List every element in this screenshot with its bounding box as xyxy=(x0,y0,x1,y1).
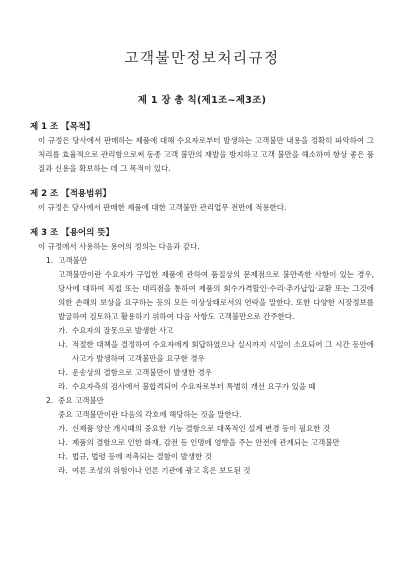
list-item xyxy=(30,338,374,366)
list-item-text: 신제품 양산 개시때의 중요한 기능 결함으로 대폭적인 설계 변경 등이 필요한 것 xyxy=(72,424,331,433)
list-item xyxy=(30,436,374,450)
list-item-text: 여론 조성의 위험이나 언론 기관에 광고 혹은 보도된 것 xyxy=(72,466,251,475)
list-item-mark: 다. xyxy=(58,452,68,461)
term-2 xyxy=(30,394,374,478)
list-item-text: 수요자측의 검사에서 불합격되어 수요자로부터 특별히 개선 요구가 있을 때 xyxy=(72,382,316,391)
list-item-text: 법규, 법령 등에 저촉되는 결함이 발생한 것 xyxy=(72,452,212,461)
term-number: 2. xyxy=(46,396,54,405)
list-item-mark: 다. xyxy=(58,368,68,377)
list-item xyxy=(30,366,374,380)
list-item-text: 운송상의 결함으로 고객불만이 발생한 경우 xyxy=(72,368,212,377)
document-title: 고객불만정보처리규정 xyxy=(124,51,280,67)
list-item xyxy=(30,464,374,478)
list-item-mark: 가. xyxy=(58,424,68,433)
list-item-mark: 라. xyxy=(58,466,68,475)
article-body: 이 규정은 당사에서 판매하는 제품에 대해 수요자로부터 발생하는 고객불만 내용을 정확히 파악하여 그 처리를 효율적으로 관리함으로써 동종 고객 불만의 재발을 방지하고 고객 불만을 해소하여 항상 좋은 품질과 신용을 확보하는 데 그 목적이 있다. xyxy=(38,136,374,173)
list-item-text: 수요자의 잘못으로 발생한 사고 xyxy=(72,326,174,335)
article-2 xyxy=(30,188,374,215)
list-item-mark: 라. xyxy=(58,382,68,391)
list-item-mark: 나. xyxy=(58,340,68,349)
term-name: 고객불만 xyxy=(58,256,87,265)
list-item xyxy=(30,422,374,436)
chapter-heading: 제 1 장 총 칙(제1조~제3조) xyxy=(137,95,267,106)
term-name: 중요 고객불만 xyxy=(58,396,104,405)
term-title xyxy=(30,254,374,268)
list-item-text: 제품의 결함으로 인한 화재, 감전 등 인명에 영향을 주는 안전에 관계되는 고객불만 xyxy=(72,438,340,447)
list-item-text: 적절한 대책을 결정하여 수요자에게 회답하였으나 실시까지 시일이 소요되어 그 시간 동안에 사고가 발생하여 고객불만을 요구한 경우 xyxy=(72,340,374,363)
article-heading: 제 3 조 【용어의 뜻】 xyxy=(30,228,115,238)
term-number: 1. xyxy=(46,256,54,265)
article-3 xyxy=(30,227,374,478)
list-item xyxy=(30,380,374,394)
term-definition: 고객불만이란 수요자가 구입한 제품에 관하여 품질상의 문제점으로 불만족한 사항이 있는 경우, 당사에 대하여 직접 또는 대리점을 통하여 제품의 회수가격할인·수리·추가납입·교환 또는 그것에 의한 손해의 보상을 요구하는 등의 모든 이상상태로서의 연락을 말한다. 또한 다양한 시장정보를 발굴하여 검토하고 활용하기 위하여 다음 사항도 고객불만으로 간주한다. xyxy=(58,270,374,321)
list-item-mark: 나. xyxy=(58,438,68,447)
article-intro: 이 규정에서 사용하는 용어의 정의는 다음과 같다. xyxy=(38,242,200,251)
list-item xyxy=(30,324,374,338)
article-body: 이 규정은 당사에서 판매한 제품에 대한 고객불만 관리업무 전반에 적용한다. xyxy=(38,203,287,212)
article-heading: 제 2 조 【적용범위】 xyxy=(30,189,112,199)
term-definition: 중요 고객불만이란 다음의 각호에 해당하는 것을 말한다. xyxy=(58,410,242,419)
list-item xyxy=(30,450,374,464)
article-heading: 제 1 조 【목적】 xyxy=(30,122,95,132)
list-item-mark: 가. xyxy=(58,326,68,335)
term-title xyxy=(30,394,374,408)
term-1 xyxy=(30,254,374,394)
article-1 xyxy=(30,121,374,176)
